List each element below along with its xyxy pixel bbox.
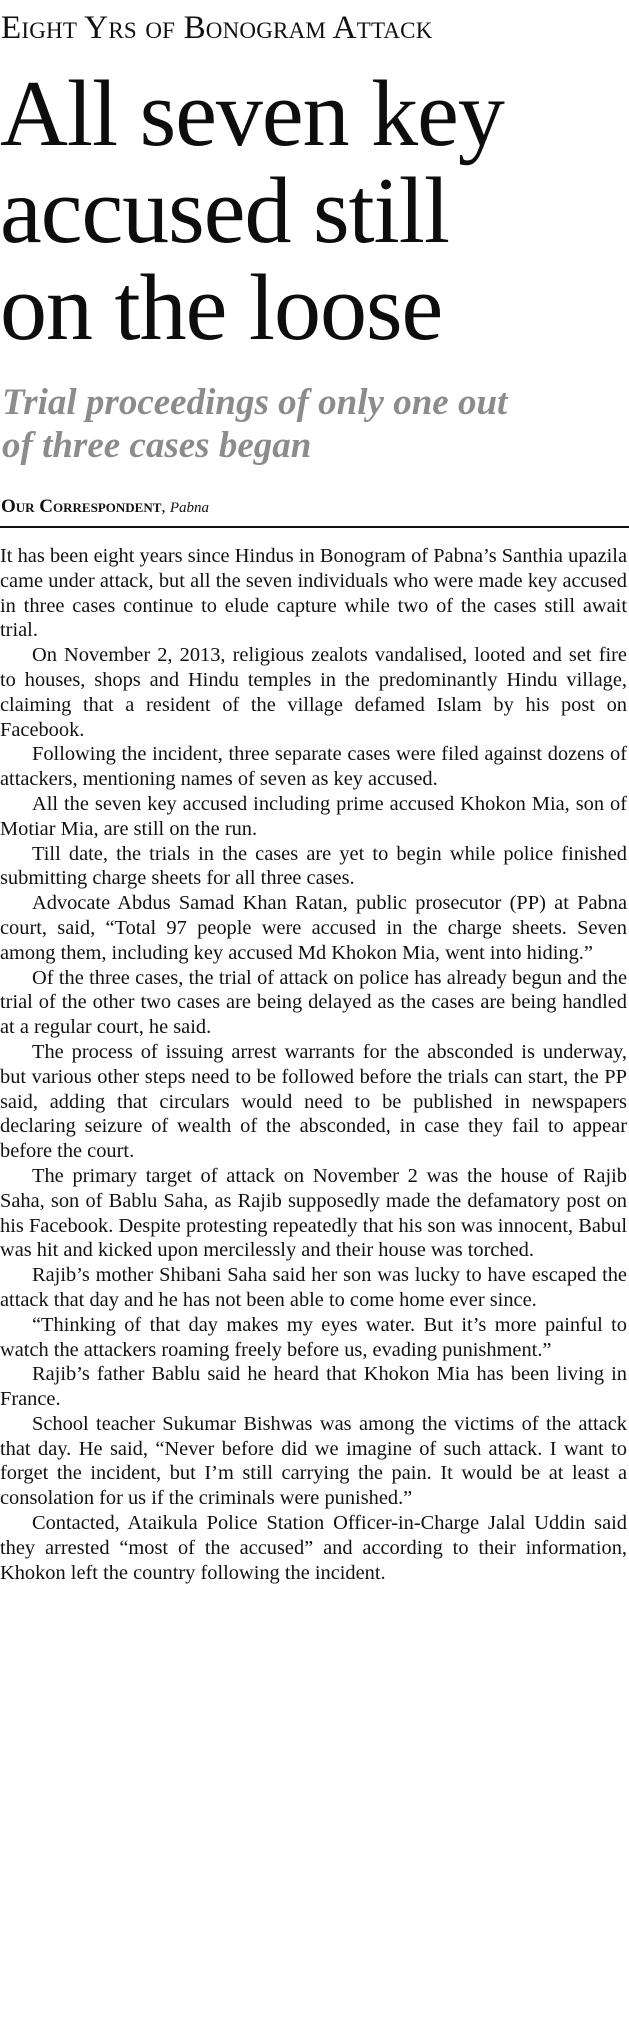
paragraph: Rajib’s mother Shibani Saha said her son was lucky to have escaped the attack that day and he has not been able to come home ever since. [0, 1264, 627, 1311]
paragraph: The process of issuing arrest warrants for the absconded is underway, but various other steps need to be followed before the trials can start, the PP said, adding that circulars would need to be published in newspapers declaring seizure of wealth of the absconded, in case they fail to appear before the court. [0, 1040, 627, 1163]
subhead-line: of three cases began [2, 425, 312, 466]
paragraph: Rajib’s father Bablu said he heard that Khokon Mia has been living in France. [0, 1363, 627, 1411]
article-subheadline [2, 381, 629, 467]
paragraph: “Thinking of that day makes my eyes water. But it’s more painful to watch the attackers roaming freely before us, evading punishment.” [0, 1313, 627, 1361]
byline-author: Our Correspondent [1, 496, 162, 517]
byline-separator: , [161, 497, 170, 516]
paragraph: Advocate Abdus Samad Khan Ratan, public prosecutor (PP) at Pabna court, said, “Total 97 people were accused in the charge sheets. Seven among them, including key accused Md Khokon Mia, went into hiding.” [0, 892, 627, 964]
paragraph: Till date, the trials in the cases are yet to begin while police finished submitting charge sheets for all three cases. [0, 842, 627, 890]
headline-line: on the loose [0, 256, 443, 360]
byline-divider [0, 526, 629, 528]
paragraph: School teacher Sukumar Bishwas was among the victims of the attack that day. He said, “Never before did we imagine of such attack. I want to forget the incident, but I’m still carrying the pain. It would be at least a consolation for us if the criminals were punished.” [0, 1412, 627, 1510]
paragraph: On November 2, 2013, religious zealots vandalised, looted and set fire to houses, shops and Hindu temples in the predominantly Hindu village, claiming that a resident of the village defamed Islam by his post on Facebook. [0, 644, 627, 741]
article-body [0, 544, 627, 1585]
subhead-line: Trial proceedings of only one out [2, 382, 508, 423]
paragraph: Following the incident, three separate cases were filed against dozens of attackers, mentioning names of seven as key accused. [0, 743, 627, 791]
headline-line: accused still [0, 159, 450, 263]
paragraph: Contacted, Ataikula Police Station Officer-in-Charge Jalal Uddin said they arrested “most of the accused” and according to their information, Khokon left the country following the incident. [0, 1512, 627, 1584]
headline-line: All seven key [0, 62, 504, 166]
byline-location: Pabna [169, 500, 210, 516]
article-kicker: Eight Yrs of Bonogram Attack [1, 10, 433, 46]
paragraph: It has been eight years since Hindus in Bonogram of Pabna’s Santhia upazila came under attack, but all the seven individuals who were made key accused in three cases continue to elude capture while two of the cases still await trial. [0, 545, 627, 642]
paragraph: The primary target of attack on November 2 was the house of Rajib Saha, son of Bablu Saha, as Rajib supposedly made the defamatory post on his Facebook. Despite protesting repeatedly that his son was innocent, Babul was hit and kicked upon mercilessly and their house was torched. [0, 1164, 627, 1262]
byline [1, 497, 621, 518]
article-headline [0, 62, 629, 360]
paragraph: All the seven key accused including prime accused Khokon Mia, son of Motiar Mia, are still on the run. [0, 792, 627, 840]
paragraph: Of the three cases, the trial of attack on police has already begun and the trial of the other two cases are being delayed as the cases are being handled at a regular court, he said. [0, 966, 627, 1039]
